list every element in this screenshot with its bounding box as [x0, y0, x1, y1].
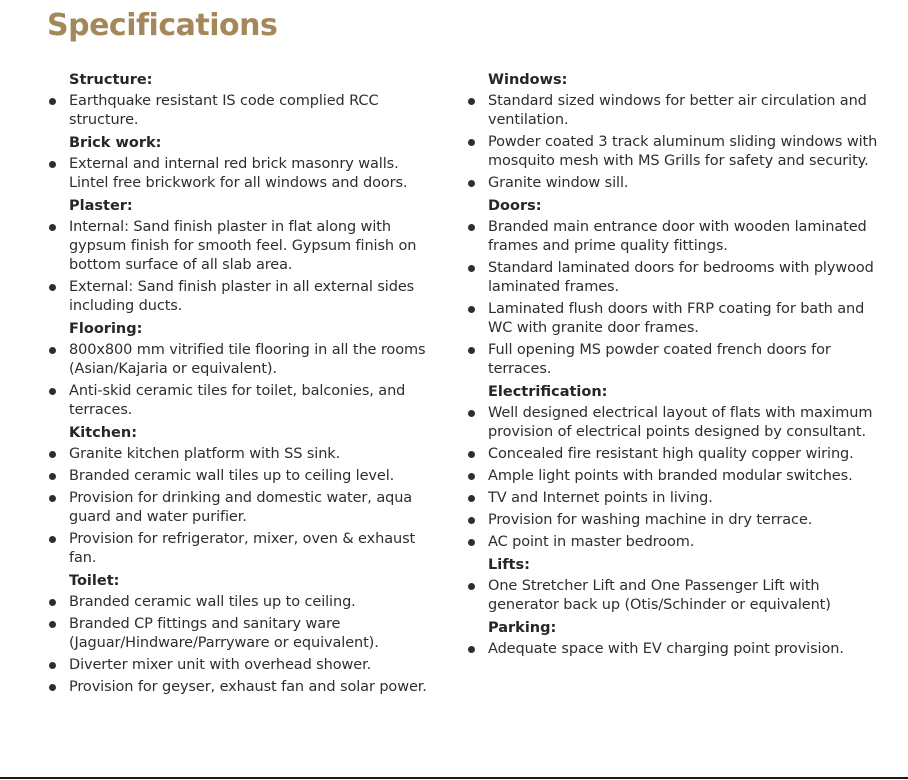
spec-list-item [47, 615, 442, 653]
bullet-icon [468, 517, 475, 524]
specs-left-column [47, 67, 442, 697]
bullet-icon [49, 536, 56, 543]
bullet-icon [49, 599, 56, 606]
bullet-icon [468, 410, 475, 417]
spec-list-item [47, 593, 442, 612]
spec-item-text: Branded ceramic wall tiles up to ceiling. [69, 594, 356, 610]
spec-list-item [466, 511, 886, 530]
section-heading-plaster: Plaster: [69, 198, 133, 214]
spec-item-text: Anti-skid ceramic tiles for toilet, balconies, and terraces. [69, 383, 406, 418]
bullet-icon [468, 139, 475, 146]
spec-item-text: Powder coated 3 track aluminum sliding windows with mosquito mesh with MS Grills for safety and security. [488, 134, 878, 169]
bullet-icon [49, 98, 56, 105]
bullet-icon [49, 388, 56, 395]
bullet-icon [49, 224, 56, 231]
spec-item-text: External and internal red brick masonry walls. Lintel free brickwork for all windows and doors. [69, 156, 408, 191]
spec-list-item [47, 278, 442, 316]
spec-list-item [466, 341, 886, 379]
spec-item-text: AC point in master bedroom. [488, 534, 695, 550]
spec-item-text: Internal: Sand finish plaster in flat along with gypsum finish for smooth feel. Gypsum finish on bottom surface of all slab area. [69, 219, 417, 273]
spec-item-text: Concealed fire resistant high quality copper wiring. [488, 446, 854, 462]
spec-item-text: External: Sand finish plaster in all external sides including ducts. [69, 279, 415, 314]
spec-item-text: Branded ceramic wall tiles up to ceiling level. [69, 468, 395, 484]
spec-item-text: Laminated flush doors with FRP coating for bath and WC with granite door frames. [488, 301, 865, 336]
spec-list-item [47, 489, 442, 527]
spec-list-item [466, 640, 886, 659]
spec-item-text: Standard laminated doors for bedrooms with plywood laminated frames. [488, 260, 874, 295]
bullet-icon [468, 495, 475, 502]
section-heading-electrification: Electrification: [488, 384, 608, 400]
spec-item-text: Diverter mixer unit with overhead shower. [69, 657, 372, 673]
spec-item-text: Branded main entrance door with wooden laminated frames and prime quality fittings. [488, 219, 867, 254]
bullet-icon [49, 473, 56, 480]
bullet-icon [468, 180, 475, 187]
spec-item-text: 800x800 mm vitrified tile flooring in all the rooms (Asian/Kajaria or equivalent). [69, 342, 426, 377]
bullet-icon [49, 621, 56, 628]
section-heading-brick-work: Brick work: [69, 135, 162, 151]
bullet-icon [49, 161, 56, 168]
spec-list-item [47, 155, 442, 193]
spec-item-text: Provision for washing machine in dry terrace. [488, 512, 813, 528]
bullet-icon [49, 451, 56, 458]
section-heading-doors: Doors: [488, 198, 542, 214]
spec-list-item [466, 133, 886, 171]
spec-list-item [466, 259, 886, 297]
bullet-icon [468, 451, 475, 458]
bullet-icon [468, 646, 475, 653]
spec-item-text: Full opening MS powder coated french doors for terraces. [488, 342, 831, 377]
spec-item-text: Branded CP fittings and sanitary ware (Jaguar/Hindware/Parryware or equivalent). [69, 616, 379, 651]
section-heading-flooring: Flooring: [69, 321, 143, 337]
bullet-icon [49, 284, 56, 291]
bullet-icon [468, 473, 475, 480]
spec-list-item [466, 445, 886, 464]
spec-list-item [466, 218, 886, 256]
spec-list-item [466, 92, 886, 130]
spec-list-item [466, 467, 886, 486]
spec-item-text: Provision for geyser, exhaust fan and solar power. [69, 679, 427, 695]
spec-list-item [466, 404, 886, 442]
spec-list-item [466, 577, 886, 615]
bullet-icon [468, 347, 475, 354]
spec-list-item [47, 382, 442, 420]
specs-right-column [466, 67, 886, 659]
section-heading-kitchen: Kitchen: [69, 425, 138, 441]
section-heading-lifts: Lifts: [488, 557, 530, 573]
spec-item-text: Earthquake resistant IS code complied RCC structure. [69, 93, 379, 128]
spec-list-item [466, 533, 886, 552]
spec-item-text: Standard sized windows for better air circulation and ventilation. [488, 93, 867, 128]
spec-item-text: Adequate space with EV charging point provision. [488, 641, 844, 657]
bullet-icon [49, 495, 56, 502]
spec-list-item [47, 341, 442, 379]
bullet-icon [468, 265, 475, 272]
section-heading-structure: Structure: [69, 72, 153, 88]
section-heading-windows: Windows: [488, 72, 568, 88]
bullet-icon [468, 306, 475, 313]
spec-item-text: Ample light points with branded modular switches. [488, 468, 853, 484]
spec-list-item [47, 218, 442, 275]
spec-list-item [47, 530, 442, 568]
bullet-icon [468, 224, 475, 231]
spec-list-item [466, 174, 886, 193]
bullet-icon [468, 98, 475, 105]
spec-item-text: Granite kitchen platform with SS sink. [69, 446, 341, 462]
section-heading-toilet: Toilet: [69, 573, 120, 589]
spec-item-text: TV and Internet points in living. [488, 490, 713, 506]
spec-item-text: Granite window sill. [488, 175, 629, 191]
bullet-icon [49, 662, 56, 669]
spec-item-text: Provision for refrigerator, mixer, oven & exhaust fan. [69, 531, 416, 566]
spec-item-text: Well designed electrical layout of flats with maximum provision of electrical points designed by consultant. [488, 405, 873, 440]
spec-item-text: One Stretcher Lift and One Passenger Lift with generator back up (Otis/Schinder or equivalent) [488, 578, 831, 613]
bullet-icon [49, 347, 56, 354]
spec-item-text: Provision for drinking and domestic water, aqua guard and water purifier. [69, 490, 413, 525]
spec-list-item [47, 92, 442, 130]
spec-list-item [47, 467, 442, 486]
spec-list-item [466, 300, 886, 338]
section-heading-parking: Parking: [488, 620, 557, 636]
spec-list-item [466, 489, 886, 508]
bullet-icon [468, 583, 475, 590]
spec-list-item [47, 678, 442, 697]
page-title: Specifications [47, 8, 278, 43]
bullet-icon [49, 684, 56, 691]
spec-list-item [47, 445, 442, 464]
bottom-divider [0, 777, 908, 779]
bullet-icon [468, 539, 475, 546]
spec-list-item [47, 656, 442, 675]
